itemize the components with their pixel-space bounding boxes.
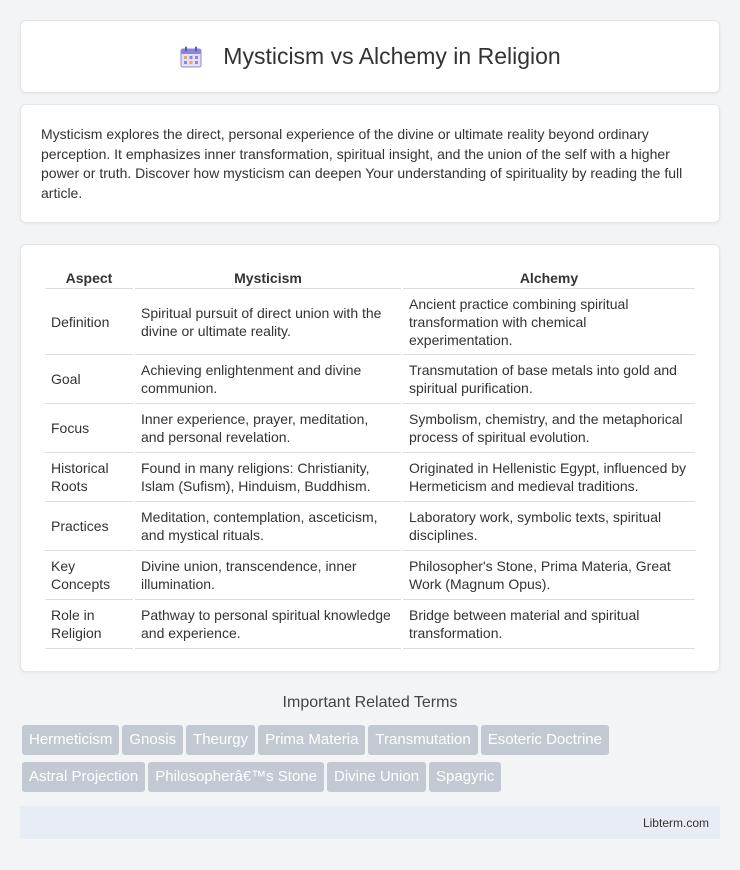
footer-site-link[interactable]: Libterm.com <box>642 815 709 830</box>
tag-prima-materia[interactable]: Prima Materia <box>258 725 365 755</box>
calendar-icon <box>179 45 203 69</box>
table-row <box>45 289 695 355</box>
row-alchemy: Bridge between material and spiritual transformation. <box>403 600 695 649</box>
table-row <box>45 404 695 453</box>
row-mysticism: Meditation, contemplation, asceticism, and mystical rituals. <box>135 502 401 551</box>
row-alchemy: Symbolism, chemistry, and the metaphorical process of spiritual evolution. <box>403 404 695 453</box>
tag-hermeticism[interactable]: Hermeticism <box>22 725 119 755</box>
row-mysticism: Pathway to personal spiritual knowledge and experience. <box>135 600 401 649</box>
row-aspect: Practices <box>45 502 133 551</box>
footer <box>20 806 720 839</box>
tag-transmutation[interactable]: Transmutation <box>368 725 477 755</box>
row-mysticism: Achieving enlightenment and divine communion. <box>135 355 401 404</box>
tag-theurgy[interactable]: Theurgy <box>186 725 255 755</box>
table-row <box>45 355 695 404</box>
table-row <box>45 502 695 551</box>
table-row <box>45 551 695 600</box>
tag-divine-union[interactable]: Divine Union <box>327 762 426 792</box>
page-title: Mysticism vs Alchemy in Religion <box>223 43 561 69</box>
related-terms-title: Important Related Terms <box>282 694 458 711</box>
table-row <box>45 453 695 502</box>
tag-philosophers-stone[interactable]: Philosopherâ€™s Stone <box>148 762 324 792</box>
row-alchemy: Ancient practice combining spiritual transformation with chemical experimentation. <box>403 289 695 355</box>
row-aspect: Key Concepts <box>45 551 133 600</box>
tag-esoteric-doctrine[interactable]: Esoteric Doctrine <box>481 725 609 755</box>
header-card <box>20 20 720 93</box>
row-aspect: Historical Roots <box>45 453 133 502</box>
row-mysticism: Divine union, transcendence, inner illumination. <box>135 551 401 600</box>
comparison-card <box>20 244 720 672</box>
row-alchemy: Originated in Hellenistic Egypt, influenced by Hermeticism and medieval traditions. <box>403 453 695 502</box>
tag-spagyric[interactable]: Spagyric <box>429 762 501 792</box>
column-header-alchemy: Alchemy <box>403 263 695 289</box>
comparison-table <box>43 263 697 649</box>
tag-gnosis[interactable]: Gnosis <box>122 725 183 755</box>
row-aspect: Focus <box>45 404 133 453</box>
table-header-row <box>45 263 695 289</box>
row-mysticism: Spiritual pursuit of direct union with the divine or ultimate reality. <box>135 289 401 355</box>
table-row <box>45 600 695 649</box>
column-header-aspect: Aspect <box>45 263 133 289</box>
row-mysticism: Inner experience, prayer, meditation, and personal revelation. <box>135 404 401 453</box>
row-mysticism: Found in many religions: Christianity, Islam (Sufism), Hinduism, Buddhism. <box>135 453 401 502</box>
row-alchemy: Philosopher's Stone, Prima Materia, Great Work (Magnum Opus). <box>403 551 695 600</box>
row-aspect: Role in Religion <box>45 600 133 649</box>
row-alchemy: Laboratory work, symbolic texts, spiritual disciplines. <box>403 502 695 551</box>
column-header-mysticism: Mysticism <box>135 263 401 289</box>
intro-card <box>20 104 720 223</box>
intro-text: Mysticism explores the direct, personal experience of the divine or ultimate reality beyond ordinary perception. It emphasizes inner transformation, spiritual insight, and the union of the self with a higher power or truth. Discover how mysticism can deepen Your understanding of spirituality by reading the full article. <box>41 126 683 201</box>
tag-astral-projection[interactable]: Astral Projection <box>22 762 145 792</box>
related-terms-list <box>22 725 722 799</box>
row-aspect: Definition <box>45 289 133 355</box>
row-aspect: Goal <box>45 355 133 404</box>
row-alchemy: Transmutation of base metals into gold and spiritual purification. <box>403 355 695 404</box>
